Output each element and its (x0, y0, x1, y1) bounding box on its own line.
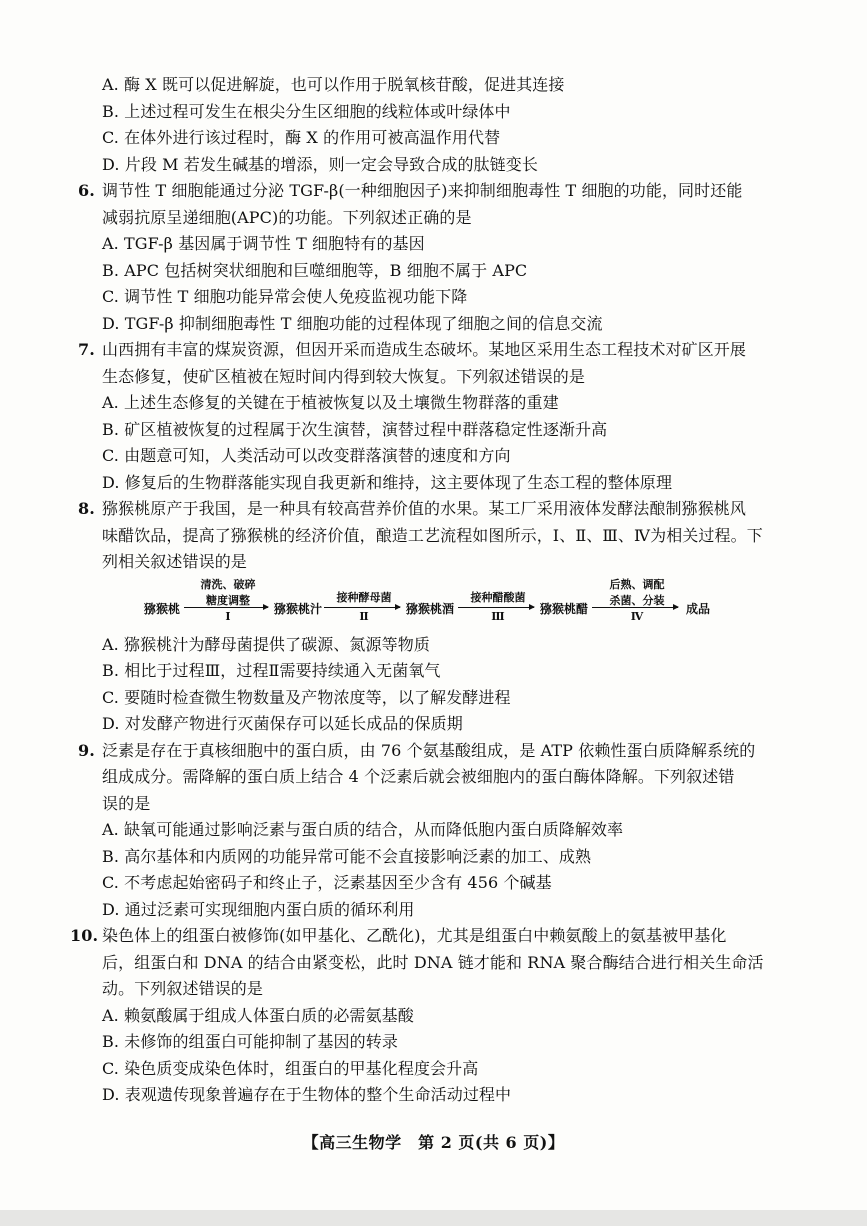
flow-node-wine: 猕猴桃酒 (406, 601, 455, 616)
q10-option-c: C. 染色质变成染色体时，组蛋白的甲基化程度会升高 (102, 1058, 479, 1078)
q5-option-b: B. 上述过程可发生在根尖分生区细胞的线粒体或叶绿体中 (102, 101, 511, 121)
question-10 (70, 923, 764, 1109)
flow-node-juice: 猕猴桃汁 (274, 601, 323, 616)
question-8 (78, 496, 763, 738)
q9-option-c: C. 不考虑起始密码子和终止子，泛素基因至少含有 456 个碱基 (102, 873, 552, 892)
flow-step-2-roman: Ⅱ (359, 609, 369, 623)
flow-arrow-1 (184, 607, 268, 608)
q8-option-b: B. 相比于过程Ⅲ，过程Ⅱ需要持续通入无菌氧气 (102, 661, 441, 680)
q6-option-c: C. 调节性 T 细胞功能异常会使人免疫监视功能下降 (102, 287, 468, 306)
q7-option-a: A. 上述生态修复的关键在于植被恢复以及土壤微生物群落的重建 (102, 393, 559, 412)
question-number: 7. (78, 340, 95, 359)
q10-option-b: B. 未修饰的组蛋白可能抑制了基因的转录 (102, 1032, 398, 1051)
flow-step-3-label: 接种醋酸菌 (470, 590, 526, 604)
question-9 (78, 738, 758, 924)
q8-option-c: C. 要随时检查微生物数量及产物浓度等，以了解发酵进程 (102, 687, 511, 707)
flow-node-product: 成品 (686, 601, 711, 616)
flow-step-1-roman: Ⅰ (225, 609, 231, 623)
scan-edge (0, 1210, 867, 1226)
q7-option-c: C. 由题意可知，人类活动可以改变群落演替的速度和方向 (102, 446, 511, 465)
question-number: 9. (78, 740, 95, 760)
flow-step-2-label: 接种酵母菌 (336, 590, 392, 604)
q6-option-b: B. APC 包括树突状细胞和巨噬细胞等，B 细胞不属于 APC (102, 260, 528, 280)
question-stem: 后，组蛋白和 DNA 的结合由紧变松，此时 DNA 链才能和 RNA 聚合酶结合进行相关生命活 (102, 952, 764, 972)
question-stem: 生态修复，使矿区植被在短时间内得到较大恢复。下列叙述错误的是 (102, 366, 586, 386)
q7-option-b: B. 矿区植被恢复的过程属于次生演替，演替过程中群落稳定性逐渐升高 (102, 419, 608, 439)
q5-option-d: D. 片段 M 若发生碱基的增添，则一定会导致合成的肽链变长 (102, 154, 538, 174)
flow-step-4-roman: Ⅳ (630, 609, 644, 623)
question-number: 6. (78, 181, 95, 200)
question-stem: 味醋饮品，提高了猕猴桃的经济价值，酿造工艺流程如图所示，Ⅰ、Ⅱ、Ⅲ、Ⅳ为相关过程。下 (102, 525, 763, 545)
flow-step-3-roman: Ⅲ (491, 609, 505, 623)
question-number: 8. (78, 499, 95, 518)
flow-arrow-4 (592, 607, 678, 608)
flow-step-1-label: 清洗、破碎 糖度调整 (200, 577, 256, 607)
q5-options (78, 72, 758, 178)
q5-option-c: C. 在体外进行该过程时，酶 X 的作用可被高温作用代替 (102, 128, 501, 147)
q6-option-a: A. TGF-β 基因属于调节性 T 细胞特有的基因 (102, 234, 425, 253)
page-footer: 【高三生物学 第 2 页(共 6 页)】 (302, 1133, 565, 1152)
question-stem: 猕猴桃原产于我国，是一种具有较高营养价值的水果。某工厂采用液体发酵法酿制猕猴桃风 (102, 499, 747, 518)
flow-arrow-3 (458, 607, 534, 608)
q5-option-a: A. 酶 X 既可以促进解旋，也可以作用于脱氧核苷酸，促进其连接 (102, 75, 565, 94)
flow-arrow-2 (324, 607, 400, 608)
question-stem: 染色体上的组蛋白被修饰(如甲基化、乙酰化)，尤其是组蛋白中赖氨酸上的氨基被甲基化 (102, 926, 727, 945)
q7-option-d: D. 修复后的生物群落能实现自我更新和维持，这主要体现了生态工程的整体原理 (102, 472, 673, 492)
q10-option-d: D. 表观遗传现象普遍存在于生物体的整个生命活动过程中 (102, 1085, 512, 1104)
q8-option-a: A. 猕猴桃汁为酵母菌提供了碳源、氮源等物质 (102, 634, 430, 654)
flow-node-kiwi: 猕猴桃 (144, 601, 181, 616)
question-7 (78, 337, 758, 496)
question-stem: 列相关叙述错误的是 (102, 552, 247, 571)
q6-option-d: D. TGF-β 抑制细胞毒性 T 细胞功能的过程体现了细胞之间的信息交流 (102, 313, 603, 333)
q8-option-d: D. 对发酵产物进行灭菌保存可以延长成品的保质期 (102, 714, 463, 733)
question-stem: 调节性 T 细胞能通过分泌 TGF-β(一种细胞因子)来抑制细胞毒性 T 细胞的功能，同时还能 (102, 181, 743, 200)
question-stem: 动。下列叙述错误的是 (102, 979, 264, 998)
q10-option-a: A. 赖氨酸属于组成人体蛋白质的必需氨基酸 (102, 1005, 414, 1025)
q9-option-d: D. 通过泛素可实现细胞内蛋白质的循环利用 (102, 899, 415, 919)
flow-step-4-label: 后熟、调配 杀菌、分装 (609, 577, 665, 607)
q9-option-a: A. 缺氧可能通过影响泛素与蛋白质的结合，从而降低胞内蛋白质降解效率 (102, 820, 624, 839)
page-content (70, 72, 764, 1109)
q9-option-b: B. 高尔基体和内质网的功能异常可能不会直接影响泛素的加工、成熟 (102, 846, 592, 866)
question-stem: 山西拥有丰富的煤炭资源，但因开采而造成生态破坏。某地区采用生态工程技术对矿区开展 (102, 340, 747, 359)
question-6 (78, 178, 758, 337)
question-stem: 减弱抗原呈递细胞(APC)的功能。下列叙述正确的是 (102, 207, 472, 227)
question-stem: 误的是 (102, 793, 151, 813)
question-stem: 组成成分。需降解的蛋白质上结合 4 个泛素后就会被细胞内的蛋白酶体降解。下列叙述错 (102, 767, 735, 786)
question-number: 10. (70, 926, 99, 945)
flow-node-vinegar: 猕猴桃醋 (540, 601, 589, 616)
process-flow-diagram (102, 576, 758, 628)
question-stem: 泛素是存在于真核细胞中的蛋白质，由 76 个氨基酸组成，是 ATP 依赖性蛋白质降解系统的 (102, 740, 756, 760)
